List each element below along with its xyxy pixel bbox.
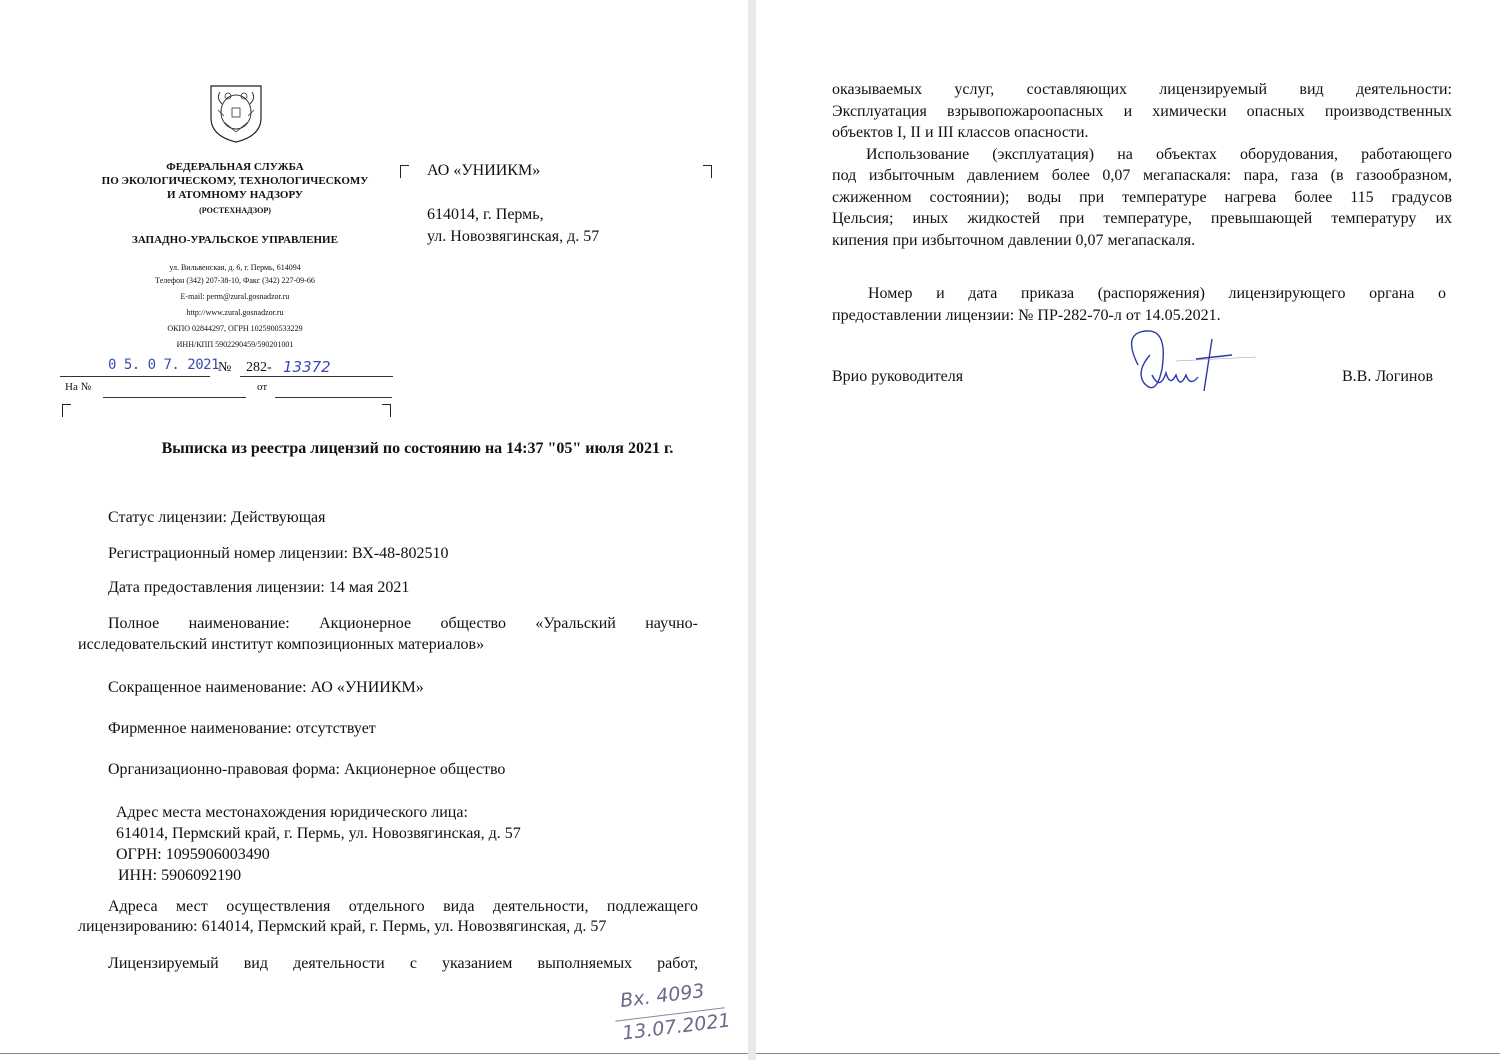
activity-line-1: оказываемых услуг, составляющих лицензируемый вид деятельности: [832,81,1452,98]
order-line-1: Номер и дата приказа (распоряжения) лицензирующего органа о [868,285,1446,302]
handwritten-signature [1116,325,1256,405]
equipment-line-3: сжиженном состоянии); воды при температуре нагрева более 115 градусов [832,188,1452,206]
division-name: ЗАПАДНО-УРАЛЬСКОЕ УПРАВЛЕНИЕ [132,234,338,246]
recipient-name: АО «УНИИКМ» [427,162,541,179]
full-name-line-1: Полное наименование: Акционерное общество «Уральский научно- [108,615,698,632]
legal-address-label: Адрес места местонахождения юридического лица: [116,804,468,821]
activity-address-line-1: Адреса мест осуществления отдельного вида деятельности, подлежащего [108,898,698,915]
org-name [40,160,430,218]
recipient-block [427,160,599,248]
legal-address-value: 614014, Пермский край, г. Пермь, ул. Новозвягинская, д. 57 [116,825,521,842]
coat-of-arms-emblem [206,82,266,144]
activity-line-3: объектов I, II и III классов опасности. [832,124,1089,141]
scan-edge-bottom-right [756,1053,1500,1054]
org-line-3: И АТОМНОМУ НАДЗОРУ [167,189,303,201]
org-requisites [40,261,430,351]
scan-edge-bottom [0,1053,748,1054]
recipient-bracket-right [703,165,712,178]
org-website: http://www.zural.gosnadzor.ru [186,308,284,317]
date-line [60,376,210,377]
firm-name: Фирменное наименование: отсутствует [108,720,376,737]
ot-line [275,397,392,398]
signer-name: В.В. Логинов [1342,368,1434,385]
license-reg-number: Регистрационный номер лицензии: ВХ-48-802510 [108,545,449,562]
activity-description [832,79,1452,251]
licensed-activity-line: Лицензируемый вид деятельности с указанием выполняемых работ, [108,955,698,972]
number-label: № [218,360,232,375]
equipment-line-1: Использование (эксплуатация) на объектах оборудования, работающего [866,145,1452,163]
ogrn-value: ОГРН: 1095906003490 [116,846,270,863]
org-address: ул. Вильвенская, д. 6, г. Пермь, 614094 [169,263,301,272]
org-email: E-mail: perm@zural.gosnadzor.ru [180,292,290,301]
recipient-bracket-left [400,165,409,178]
org-inn: ИНН/КПП 5902290459/590201001 [176,340,294,349]
number-line [240,376,393,377]
inn-value: ИНН: 5906092190 [118,867,242,884]
recipient-address-1: 614014, г. Пермь, [427,206,544,223]
bracket-top-right [382,404,391,417]
full-name-line-2: исследовательский институт композиционных материалов» [78,636,485,653]
legal-address-block [116,802,521,886]
incoming-reg-date: 13.07.2021 [621,1009,732,1045]
na-line [103,397,246,398]
org-phone: Телефон (342) 207-38-10, Факс (342) 227-09-66 [155,276,315,285]
page-gutter [748,0,756,1060]
equipment-line-2: под избыточным давлением более 0,07 мегапаскаля: пара, газа (в газообразном, [832,167,1452,184]
license-status: Статус лицензии: Действующая [108,509,326,526]
recipient-address-2: ул. Новозвягинская, д. 57 [427,228,600,245]
short-name: Сокращенное наименование: АО «УНИИКМ» [108,679,424,696]
activity-line-2: Эксплуатация взрывопожароопасных и химически опасных производственных [832,102,1452,120]
activity-address-line-2: лицензированию: 614014, Пермский край, г. Пермь, ул. Новозвягинская, д. 57 [78,918,607,935]
na-label: На № [65,381,92,393]
org-abbr: (РОСТЕХНАДЗОР) [199,206,271,215]
page-left [0,0,748,1060]
order-reference [832,283,1446,327]
number-prefix: 282- [246,360,272,375]
date-stamp: 0 5. 0 7. 2021 [108,357,220,373]
order-line-2: предоставлении лицензии: № ПР-282-70-л от 14.05.2021. [832,307,1221,324]
license-date: Дата предоставления лицензии: 14 мая 2021 [108,579,410,596]
incoming-reg-number: Вх. 4093 [618,979,706,1013]
document-title: Выписка из реестра лицензий по состоянию на 14:37 "05" июля 2021 г. [161,440,674,457]
org-okpo: ОКПО 02844297, ОГРН 1025900533229 [167,324,303,333]
org-line-1: ФЕДЕРАЛЬНАЯ СЛУЖБА [166,161,304,173]
legal-form: Организационно-правовая форма: Акционерное общество [108,761,506,778]
equipment-line-5: кипения при избыточном давлении 0,07 мегапаскаля. [832,231,1196,249]
equipment-line-4: Цельсия; иных жидкостей при температуре, превышающей температуру их [832,210,1452,227]
bracket-top-left [62,404,71,417]
ot-label: от [257,381,268,393]
org-line-2: ПО ЭКОЛОГИЧЕСКОМУ, ТЕХНОЛОГИЧЕСКОМУ [101,175,369,187]
signer-position: Врио руководителя [832,368,964,385]
page-right [756,0,1500,1060]
number-handwritten: 13372 [283,358,331,376]
